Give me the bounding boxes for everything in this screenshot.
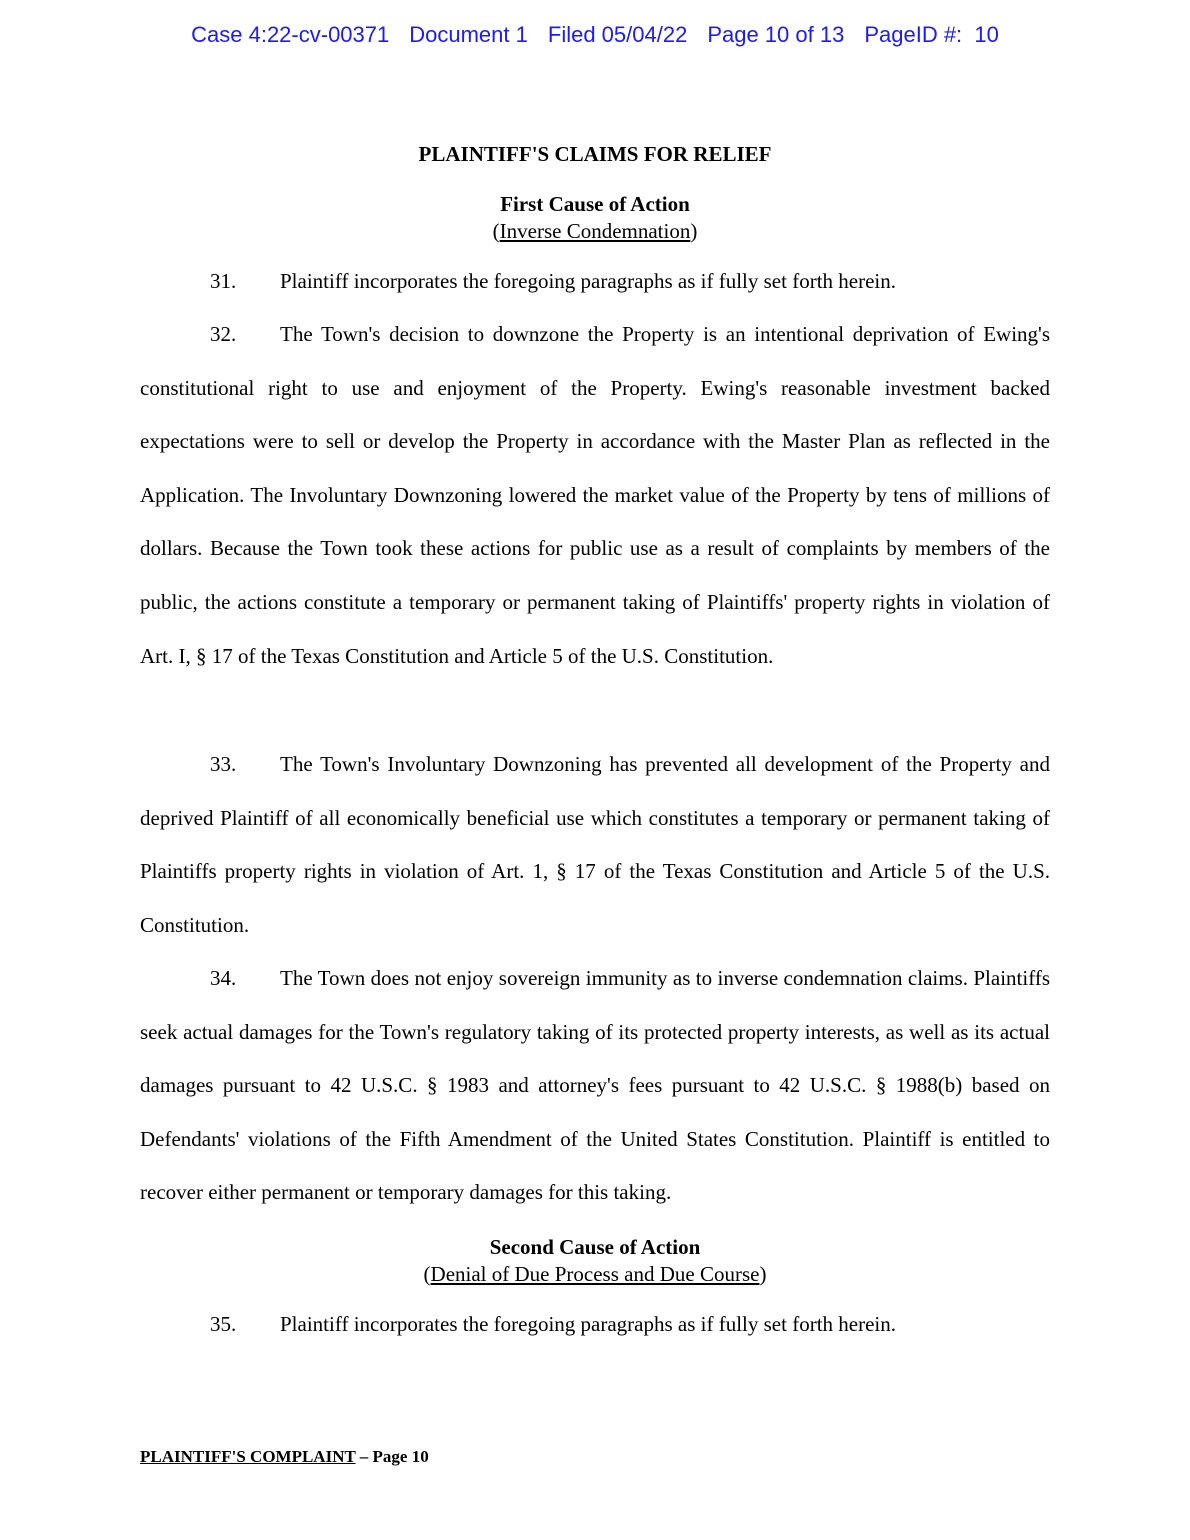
paragraph-number: 35. [210, 1312, 237, 1336]
paragraph-32 [140, 308, 1050, 683]
footer-page: – Page 10 [355, 1447, 429, 1466]
case-number: Case 4:22-cv-00371 [191, 22, 390, 47]
second-cause-heading: Second Cause of Action [489, 1235, 701, 1259]
paragraph-text: The Town does not enjoy sovereign immunity as to inverse condemnation claims. Plaintiffs seek actual damages for the Town's regulatory taking of its protected property interests, as well as its actual damages pursuant to 42 U.S.C. § 1983 and attorney's fees pursuant to 42 U.S.C. § 1988(b) based on Defendants' violations of the Fifth Amendment of the United States Constitution. Plaintiff is entitled to recover either permanent or temporary damages for this taking. [140, 966, 1050, 1205]
paragraph-text: Plaintiff incorporates the foregoing paragraphs as if fully set forth herein. [280, 1312, 897, 1336]
paragraph-text: Plaintiff incorporates the foregoing paragraphs as if fully set forth herein. [280, 269, 897, 293]
paragraph-text: The Town's Involuntary Downzoning has prevented all development of the Property and deprived Plaintiff of all economically beneficial use which constitutes a temporary or permanent taking of Plaintiffs property rights in violation of Art. 1, § 17 of the Texas Constitution and Article 5 of the U.S. Constitution. [140, 752, 1050, 937]
filed-date: Filed 05/04/22 [547, 22, 688, 47]
paragraph-text: The Town's decision to downzone the Property is an intentional deprivation of Ewing's constitutional right to use and enjoyment of the Property. Ewing's reasonable investment backed expectations were to sell or develop the Property in accordance with the Master Plan as reflected in the Application. The Involuntary Downzoning lowered the market value of the Property by tens of millions of dollars. Because the Town took these actions for public use as a result of complaints by members of the public, the actions constitute a temporary or permanent taking of Plaintiffs' property rights in violation of Art. I, § 17 of the Texas Constitution and Article 5 of the U.S. Constitution. [140, 322, 1050, 668]
second-cause-subheading: (Denial of Due Process and Due Course) [423, 1262, 767, 1286]
paragraph-number: 31. [210, 269, 237, 293]
first-cause-subheading: (Inverse Condemnation) [492, 219, 698, 243]
paragraph-31 [140, 255, 1050, 309]
paragraph-33 [140, 738, 1050, 952]
paragraph-number: 34. [210, 966, 237, 990]
page-id: PageID #: 10 [864, 22, 999, 47]
document-number: Document 1 [409, 22, 528, 47]
paragraph-number: 33. [210, 752, 237, 776]
paragraph-number: 32. [210, 322, 237, 346]
ecf-header [0, 22, 1190, 48]
footer-title: PLAINTIFF'S COMPLAINT [140, 1447, 356, 1466]
section-title: PLAINTIFF'S CLAIMS FOR RELIEF [418, 142, 772, 166]
first-cause-subheading-text: Inverse Condemnation [499, 219, 691, 243]
first-cause-heading: First Cause of Action [500, 192, 690, 216]
second-cause-subheading-text: Denial of Due Process and Due Course [430, 1262, 760, 1286]
paragraph-34 [140, 952, 1050, 1220]
page-count: Page 10 of 13 [707, 22, 845, 47]
page-footer [140, 1447, 429, 1467]
paragraph-35 [140, 1298, 1050, 1352]
